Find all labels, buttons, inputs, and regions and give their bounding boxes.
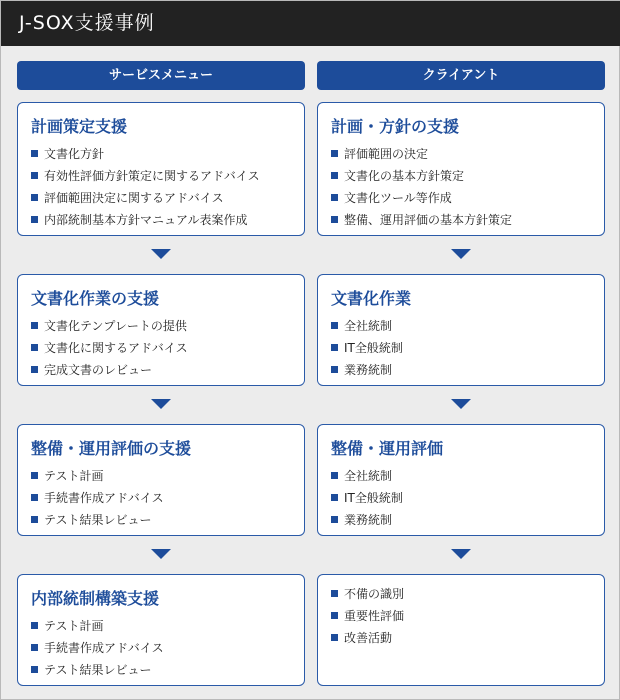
card-title: 整備・運用評価の支援	[31, 439, 192, 458]
square-bullet-icon	[331, 194, 338, 201]
card-list	[331, 315, 591, 381]
square-bullet-icon	[31, 644, 38, 651]
list-item-label: 文書化ツール等作成	[344, 191, 452, 205]
list-item-label: 文書化テンプレートの提供	[44, 319, 187, 333]
list-item-label: 全社統制	[344, 319, 393, 333]
list-item-label: 改善活動	[344, 631, 393, 645]
list-item	[31, 487, 291, 509]
client-card-evaluation	[317, 424, 605, 536]
list-item-label: IT全般統制	[344, 491, 403, 505]
list-item	[31, 143, 291, 165]
list-item	[31, 359, 291, 381]
card-list	[31, 143, 291, 231]
down-triangle-arrow-icon	[151, 249, 171, 259]
service-menu-header: サービスメニュー	[17, 61, 305, 90]
list-item	[31, 337, 291, 359]
list-item	[31, 465, 291, 487]
square-bullet-icon	[31, 472, 38, 479]
list-item-label: 全社統制	[344, 469, 393, 483]
square-bullet-icon	[31, 344, 38, 351]
service-card-internal-control	[17, 574, 305, 686]
list-item-label: 手続書作成アドバイス	[44, 641, 164, 655]
card-title: 整備・運用評価	[331, 439, 444, 458]
list-item	[331, 187, 591, 209]
list-item-label: テスト計画	[44, 469, 104, 483]
list-item-label: 業務統制	[344, 363, 393, 377]
square-bullet-icon	[31, 366, 38, 373]
list-item-label: 不備の識別	[344, 587, 405, 601]
service-card-planning	[17, 102, 305, 236]
list-item	[31, 165, 291, 187]
list-item-label: IT全般統制	[344, 341, 403, 355]
list-item	[31, 209, 291, 231]
card-title: 文書化作業	[331, 289, 412, 308]
square-bullet-icon	[31, 666, 38, 673]
list-item	[31, 615, 291, 637]
list-item-label: 文書化方針	[44, 147, 105, 161]
list-item	[331, 465, 591, 487]
square-bullet-icon	[331, 472, 338, 479]
card-list	[331, 143, 591, 231]
square-bullet-icon	[331, 322, 338, 329]
list-item-label: 内部統制基本方針マニュアル表案作成	[44, 213, 248, 227]
list-item	[331, 337, 591, 359]
square-bullet-icon	[331, 172, 338, 179]
down-triangle-arrow-icon	[451, 249, 471, 259]
square-bullet-icon	[31, 150, 38, 157]
square-bullet-icon	[331, 150, 338, 157]
card-list	[331, 583, 591, 649]
square-bullet-icon	[31, 622, 38, 629]
square-bullet-icon	[331, 344, 338, 351]
list-item-label: 完成文書のレビュー	[44, 363, 153, 377]
card-title: 内部統制構築支援	[31, 589, 160, 608]
list-item	[31, 509, 291, 531]
list-item	[31, 637, 291, 659]
square-bullet-icon	[331, 516, 338, 523]
list-item-label: 重要性評価	[344, 609, 405, 623]
list-item	[331, 143, 591, 165]
square-bullet-icon	[31, 172, 38, 179]
list-item	[331, 315, 591, 337]
list-item-label: 整備、運用評価の基本方針策定	[344, 213, 513, 227]
square-bullet-icon	[331, 590, 338, 597]
list-item-label: 評価範囲決定に関するアドバイス	[44, 191, 224, 205]
down-triangle-arrow-icon	[451, 549, 471, 559]
list-item	[31, 659, 291, 681]
card-title: 文書化作業の支援	[31, 289, 160, 308]
list-item	[331, 509, 591, 531]
list-item	[331, 359, 591, 381]
list-item	[31, 187, 291, 209]
square-bullet-icon	[31, 194, 38, 201]
list-item-label: 評価範囲の決定	[344, 147, 429, 161]
square-bullet-icon	[331, 366, 338, 373]
client-card-documentation	[317, 274, 605, 386]
square-bullet-icon	[331, 216, 338, 223]
page-title: J-SOX支援事例	[1, 1, 620, 46]
list-item	[331, 209, 591, 231]
square-bullet-icon	[331, 634, 338, 641]
list-item	[31, 315, 291, 337]
list-item-label: テスト計画	[44, 619, 104, 633]
list-item-label: 業務統制	[344, 513, 393, 527]
list-item-label: 文書化の基本方針策定	[344, 169, 465, 183]
card-list	[31, 315, 291, 381]
square-bullet-icon	[31, 494, 38, 501]
list-item-label: テスト結果レビュー	[44, 663, 152, 677]
square-bullet-icon	[31, 516, 38, 523]
card-list	[31, 615, 291, 681]
list-item-label: 有効性評価方針策定に関するアドバイス	[44, 169, 260, 183]
card-title: 計画・方針の支援	[331, 117, 460, 136]
list-item	[331, 605, 591, 627]
down-triangle-arrow-icon	[451, 399, 471, 409]
card-list	[31, 465, 291, 531]
service-card-documentation	[17, 274, 305, 386]
service-card-evaluation	[17, 424, 305, 536]
square-bullet-icon	[331, 612, 338, 619]
list-item-label: テスト結果レビュー	[44, 513, 152, 527]
down-triangle-arrow-icon	[151, 399, 171, 409]
client-header: クライアント	[317, 61, 605, 90]
list-item	[331, 583, 591, 605]
list-item	[331, 627, 591, 649]
down-triangle-arrow-icon	[151, 549, 171, 559]
card-title: 計画策定支援	[31, 117, 128, 136]
square-bullet-icon	[31, 322, 38, 329]
list-item-label: 文書化に関するアドバイス	[44, 341, 188, 355]
square-bullet-icon	[331, 494, 338, 501]
client-card-planning	[317, 102, 605, 236]
card-list	[331, 465, 591, 531]
list-item	[331, 487, 591, 509]
client-card-improvement	[317, 574, 605, 686]
square-bullet-icon	[31, 216, 38, 223]
list-item-label: 手続書作成アドバイス	[44, 491, 164, 505]
list-item	[331, 165, 591, 187]
